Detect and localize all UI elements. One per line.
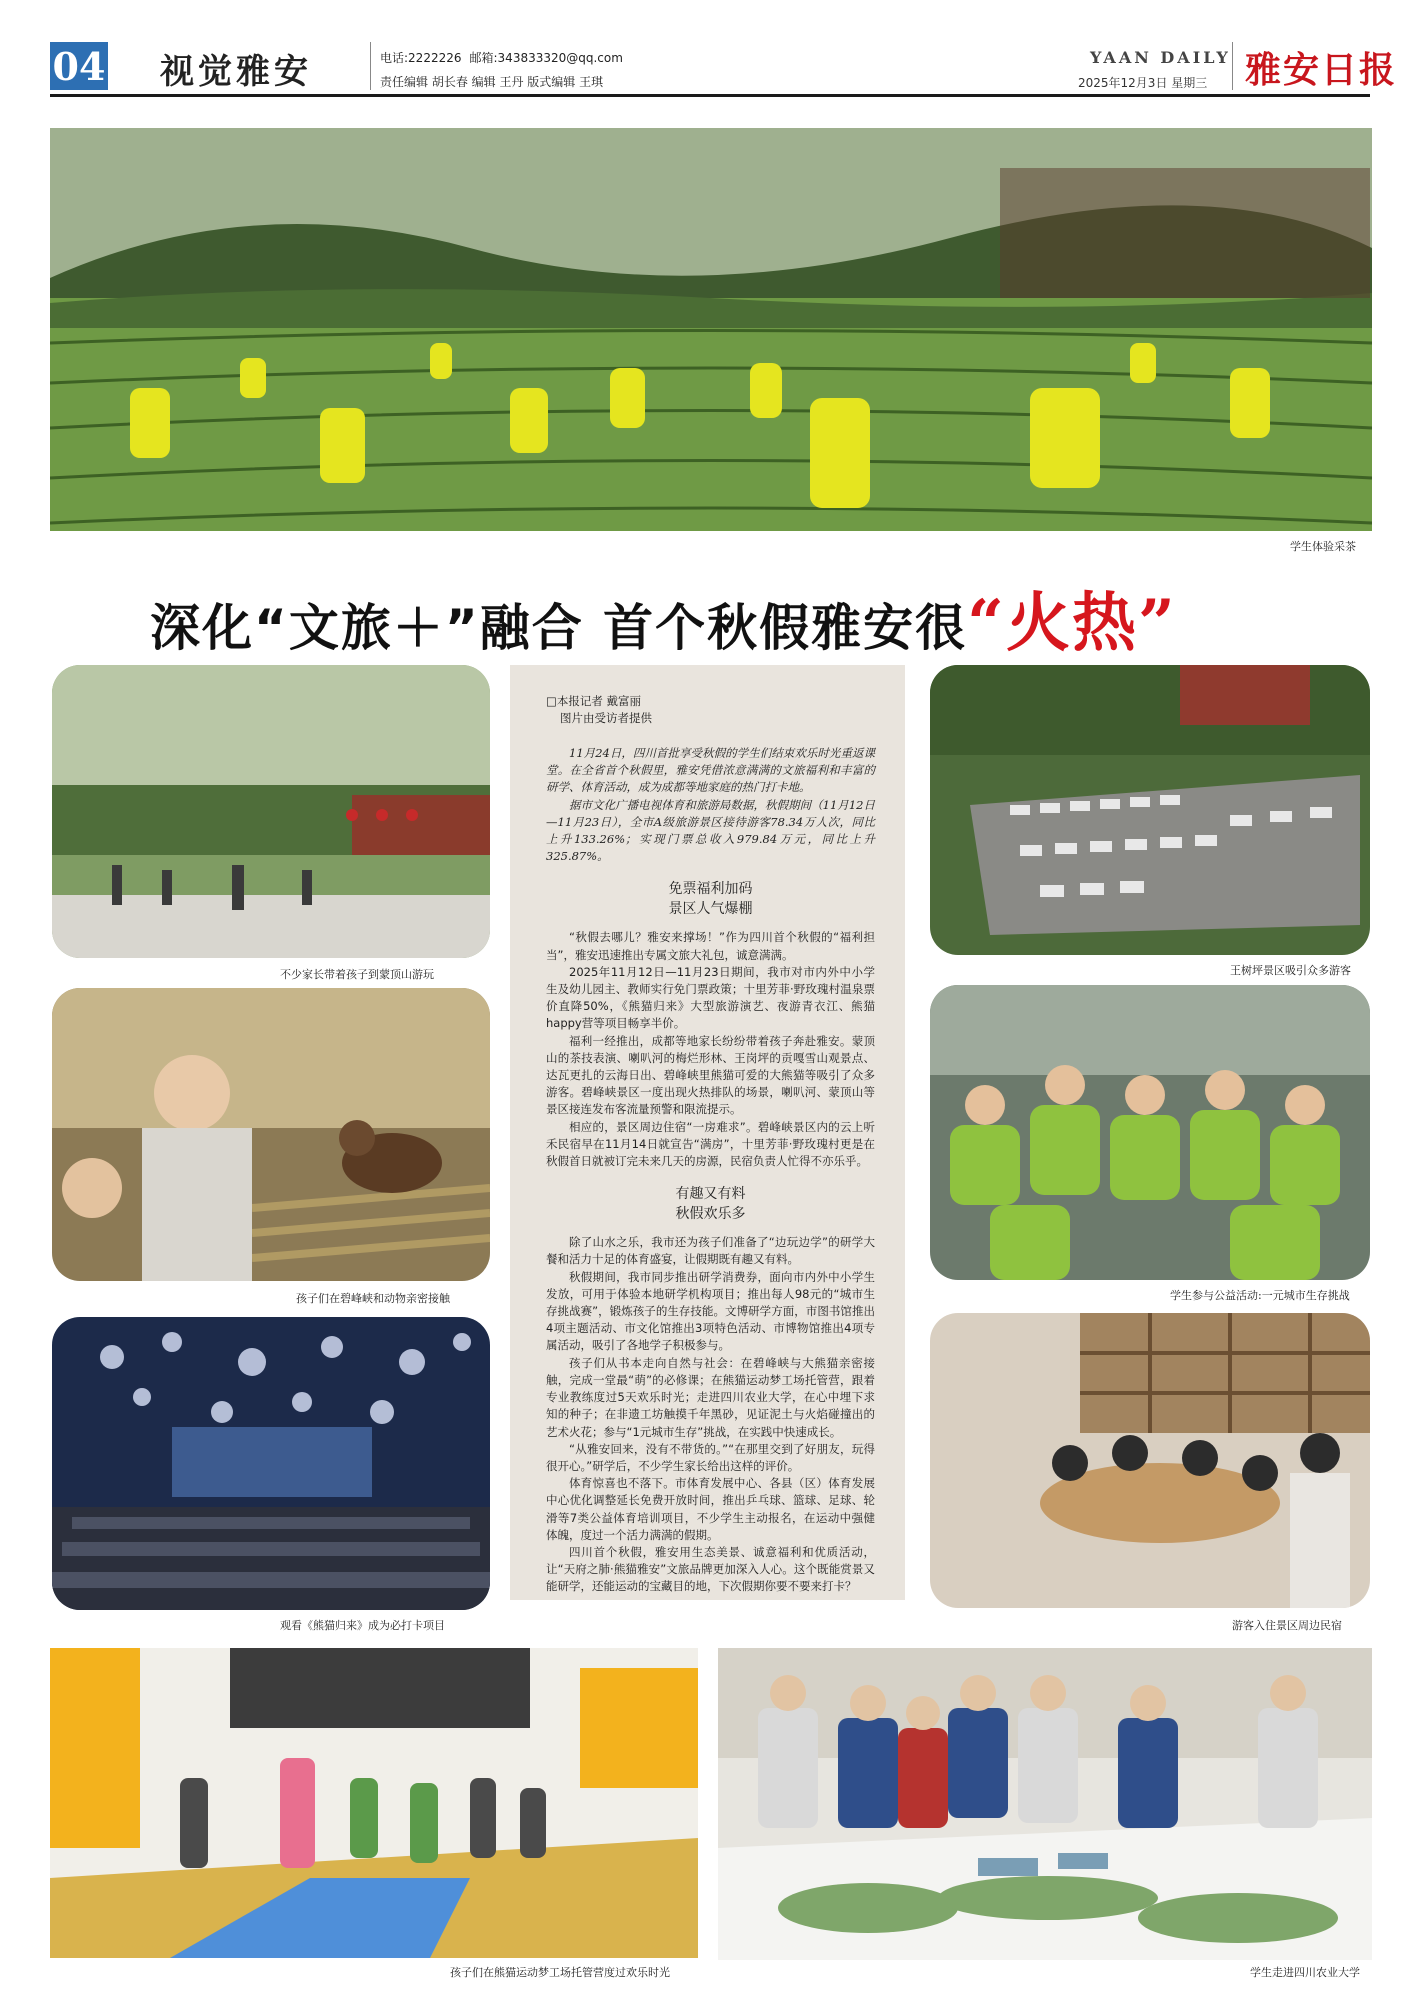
body-paragraph: “从雅安回来，没有不带货的。”“在那里交到了好朋友，玩得很开心。”研学后，不少学生家长给出这样的评价。 [546,1441,875,1473]
charity-activity-photo [930,985,1370,1280]
masthead-logo: 雅安日报 [1245,49,1398,91]
caption-bottom-right: 学生走进四川农业大学 [1250,1966,1360,1979]
article-body [510,665,905,1600]
subheading-2-line-1: 有趣又有料 [675,1186,746,1203]
mengding-mountain-photo [52,665,490,958]
subheading-2 [546,1184,875,1224]
caption-right-2: 学生参与公益活动:一元城市生存挑战 [1170,1289,1350,1302]
body-paragraph: 孩子们从书本走向自然与社会：在碧峰峡与大熊猫亲密接触，完成一堂最“萌”的必修课；在熊猫运动梦工场托管营，跟着专业教练度过5天欢乐时光；走进四川农业大学，在心中埋下求知的种子；在非遗工坊触摸千年黑砂，见证泥土与火焰碰撞出的艺术火花；参与“1元城市生存”挑战，在实践中快速成长。 [546,1355,875,1439]
header-divider-2 [1232,42,1233,90]
caption-right-3: 游客入住景区周边民宿 [1232,1619,1342,1632]
body-paragraph: 相应的，景区周边住宿“一房难求”。碧峰峡景区内的云上听禾民宿早在11月14日就宣告“满房”，十里芳菲·野玫瑰村更是在秋假首日就被订完未来几天的房源，民宿负责人忙得不亦乐乎。 [546,1119,875,1169]
byline [546,693,875,727]
editors-text: 责任编辑 胡长春 编辑 王丹 版式编辑 王琪 [380,75,604,89]
body-paragraph: 福利一经推出，成都等地家长纷纷带着孩子奔赴雅安。蒙顶山的茶技表演、喇叭河的梅烂形林、王岗坪的贡嘎雪山观景点、达瓦更扎的云海日出、碧峰峡里熊猫可爱的大熊猫等吸引了众多游客。碧峰峡景区一度出现火热排队的场景，喇叭河、蒙顶山等景区接连发布客流量预警和限流提示。 [546,1033,875,1117]
lead-paragraph-1: 11月24日，四川首批享受秋假的学生们结束欢乐时光重返课堂。在全省首个秋假里，雅安凭借浓意满满的文旅福利和丰富的研学、体育活动，成为成都等地家庭的热门打卡地。 [546,746,875,795]
subheading-2-line-2: 秋假欢乐多 [675,1206,746,1223]
header-meta [380,46,631,94]
subheading-1-line-1: 免票福利加码 [668,881,753,898]
section-title: 视觉雅安 [160,52,312,92]
panda-show-photo [52,1317,490,1610]
issue-date: 2025年12月3日 星期三 [1078,76,1208,90]
page-number: 04 [50,42,108,90]
monkey-interaction-photo [52,988,490,1281]
subheading-1 [546,879,875,919]
caption-bottom-left: 孩子们在熊猫运动梦工场托管营度过欢乐时光 [450,1966,670,1979]
body-paragraph: “秋假去哪儿？雅安来撑场！”作为四川首个秋假的“福利担当”，雅安迅速推出专属文旅大礼包，诚意满满。 [546,930,875,962]
paper-name-english: YAAN DAILY [1090,48,1231,67]
headline [150,572,1177,664]
email-text: 邮箱:343833320@qq.com [469,51,623,65]
subheading-1-line-2: 景区人气爆棚 [668,901,753,918]
homestay-photo [930,1313,1370,1608]
lead-paragraph-2: 据市文化广播电视体育和旅游局数据，秋假期间（11月12日—11月23日），全市A级旅游景区接待游客78.34万人次，同比上升133.26%；实现门票总收入979.84万元，同比上升325.87%。 [546,797,875,864]
caption-right-1: 王树坪景区吸引众多游客 [1230,964,1351,977]
byline-photo-credit: 图片由受访者提供 [560,711,652,725]
headline-accent: “火热” [967,586,1177,661]
body-paragraph: 除了山水之乐，我市还为孩子们准备了“边玩边学”的研学大餐和活力十足的体育盛宴，让假期既有趣又有料。 [546,1235,875,1267]
body-paragraph: 秋假期间，我市同步推出研学消费券，面向市内外中小学生发放，可用于体验本地研学机构项目；推出每人98元的“城市生存挑战赛”，锻炼孩子的生存技能。文博研学方面，市图书馆推出4项主题活动、市文化馆推出3项特色活动、市博物馆推出4项专属活动，吸引了各地学子积极参与。 [546,1269,875,1353]
header-rule [50,94,1370,97]
header-divider [370,42,371,90]
headline-main: 深化“文旅＋”融合 首个秋假雅安很 [150,599,968,657]
caption-left-3: 观看《熊猫归来》成为必打卡项目 [280,1619,445,1632]
phone-text: 电话:2222226 [380,51,462,65]
sports-camp-photo [50,1648,698,1958]
body-paragraph: 体育惊喜也不落下。市体育发展中心、各县（区）体育发展中心优化调整延长免费开放时间，推出乒乓球、篮球、足球、轮滑等7类公益体育培训项目，不少学生主动报名，在运动中强健体魄，度过一个活力满满的假期。 [546,1476,875,1542]
body-paragraph: 四川首个秋假，雅安用生态美景、诚意福利和优质活动，让“天府之肺·熊猫雅安”文旅品牌更加深入人心。这个既能赏景又能研学，还能运动的宝藏目的地，下次假期你要不要来打卡？ [546,1544,875,1594]
body-paragraph: 2025年11月12日—11月23日期间，我市对市内外中小学生及幼儿园主、教师实行免门票政策；十里芳菲·野玫瑰村温泉票价直降50%，《熊猫归来》大型旅游演艺、夜游青衣江、熊猫happy营等项目畅享半价。 [546,964,875,1031]
caption-left-1: 不少家长带着孩子到蒙顶山游玩 [280,968,434,981]
caption-top: 学生体验采茶 [1290,540,1356,553]
byline-reporter: □本报记者 戴富丽 [546,694,642,708]
tea-picking-photo [50,128,1372,531]
university-visit-photo [718,1648,1372,1960]
caption-left-2: 孩子们在碧峰峡和动物亲密接触 [296,1292,450,1305]
parking-lot-photo [930,665,1370,955]
